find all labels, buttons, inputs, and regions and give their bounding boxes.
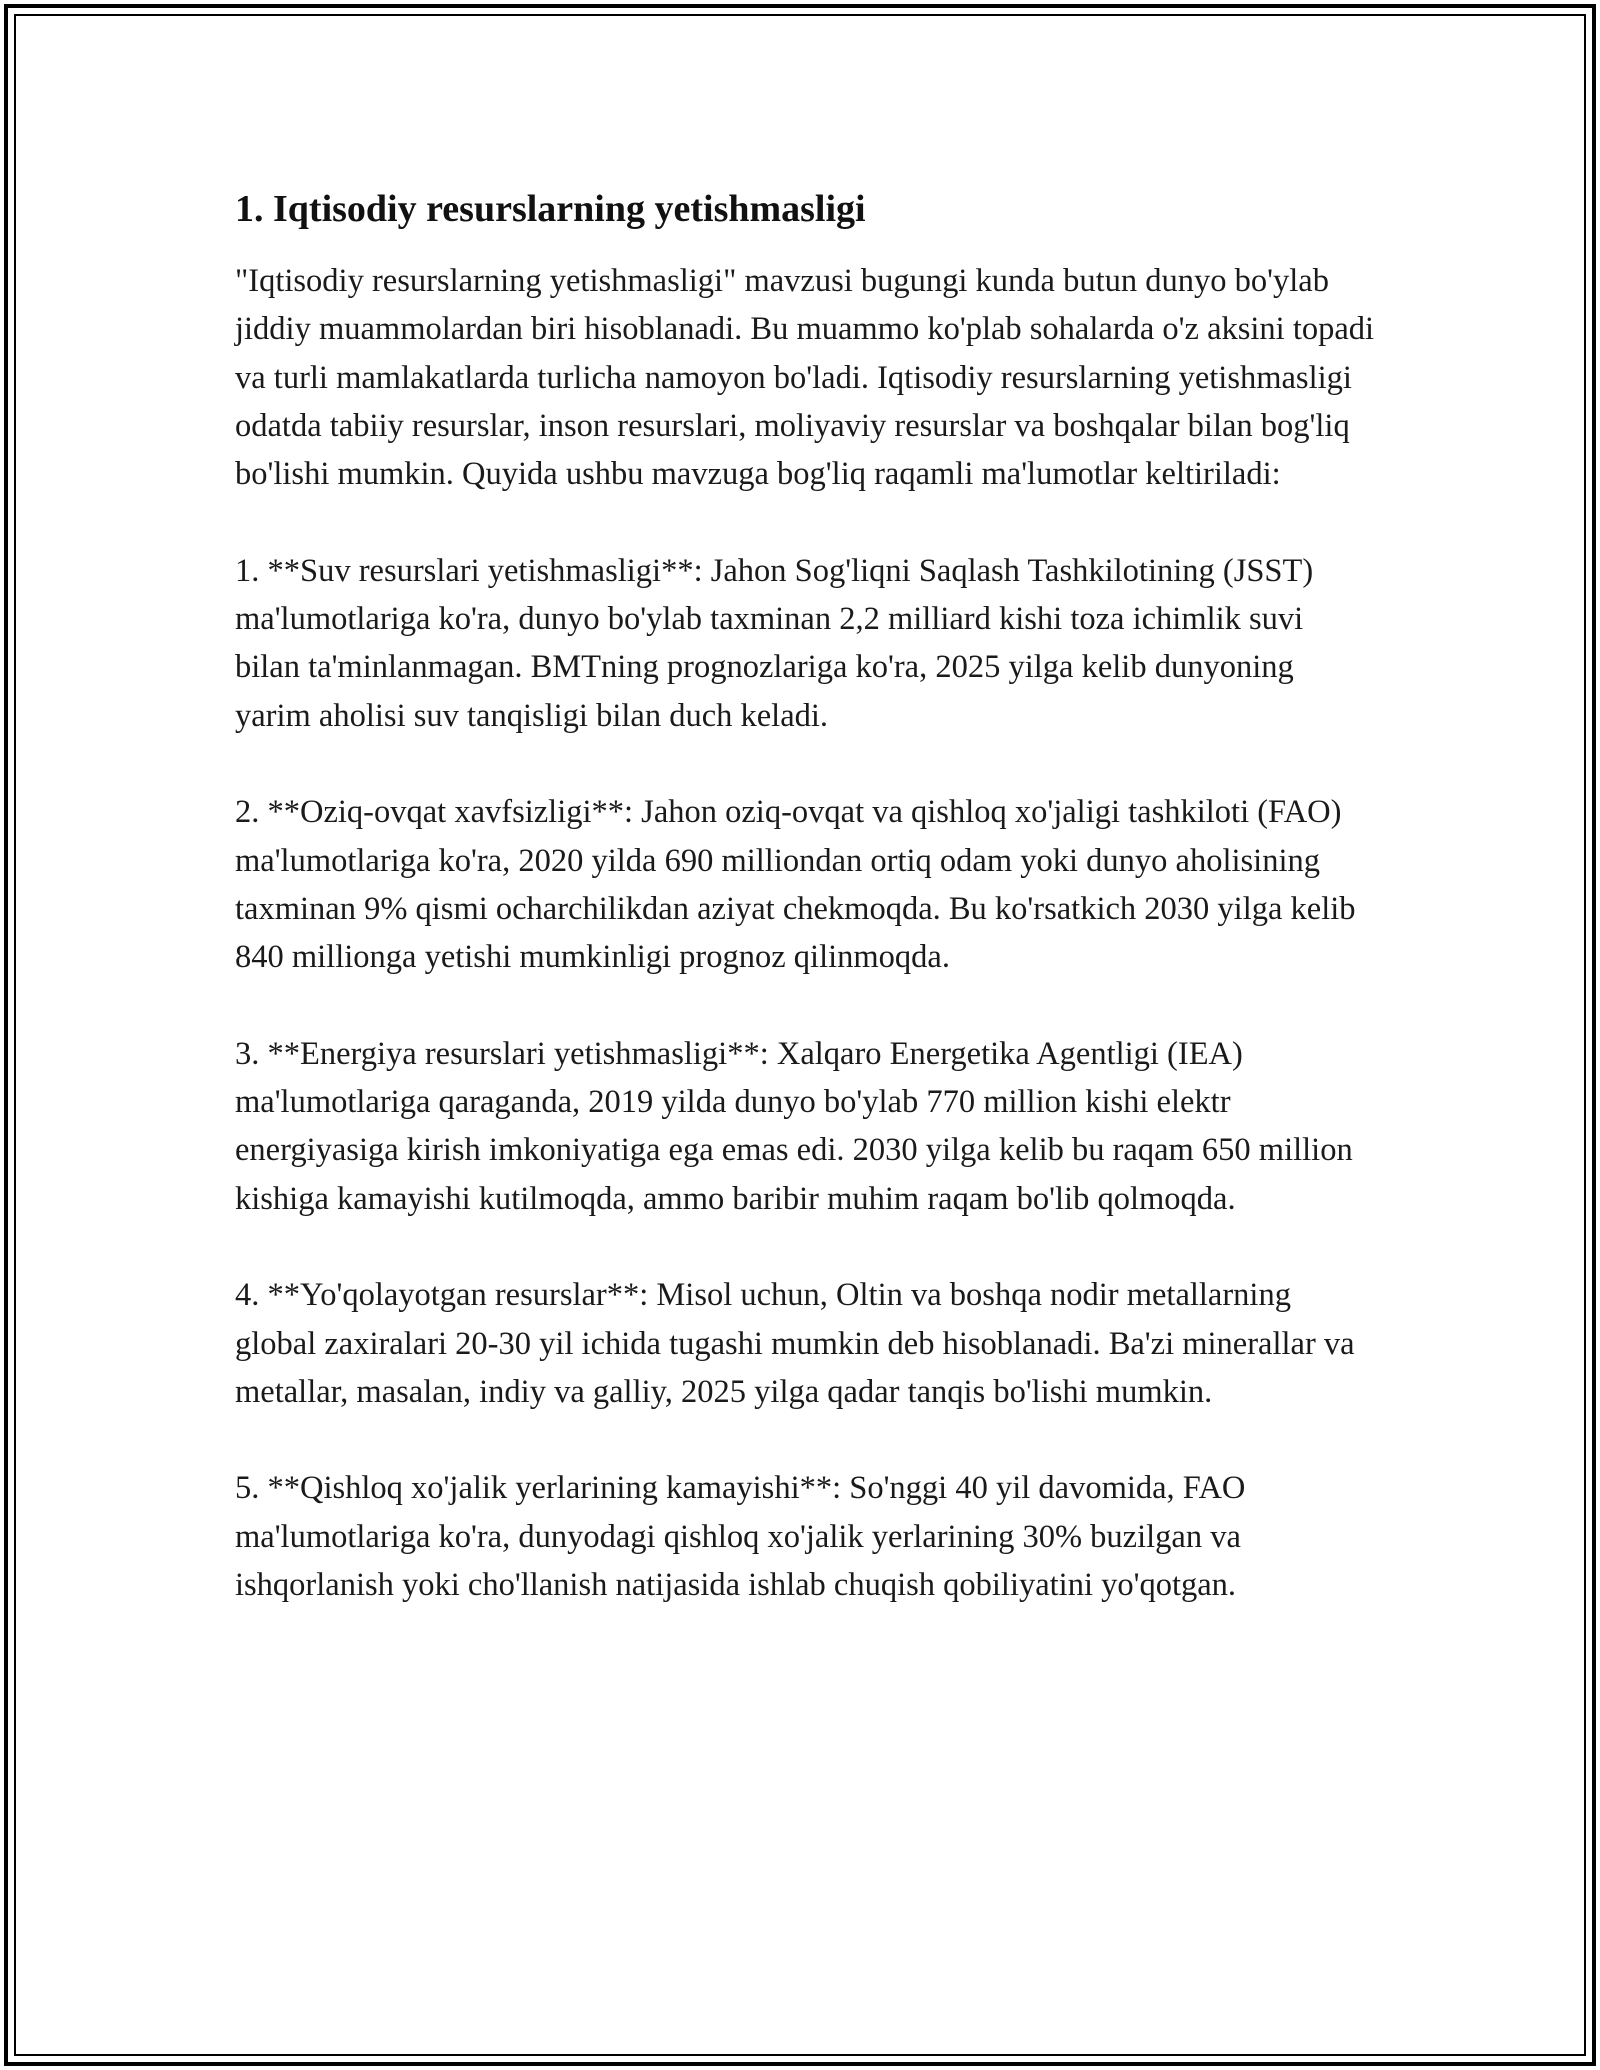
paragraph-energy-resources: 3. **Energiya resurslari yetishmasligi**: Xalqaro Energetika Agentligi (IEA) ma'lumotlariga qaraganda, 2019 yilda dunyo bo'ylab 770 million kishi elektr energiyasiga kirish imkoniyatiga ega emas edi. 2030 yilga kelib bu raqam 650 million kishiga kamayishi kutilmoqda, ammo baribir muhim raqam bo'lib qolmoqda. <box>235 1035 1353 1217</box>
paragraph-agricultural-land: 5. **Qishloq xo'jalik yerlarining kamayishi**: So'nggi 40 yil davomida, FAO ma'lumotlariga ko'ra, dunyodagi qishloq xo'jalik yerlarining 30% buzilgan va ishqorlanish yoki cho'llanish natijasida ishlab chuqish qobiliyatini yo'qotgan. <box>235 1470 1246 1604</box>
section-heading: 1. Iqtisodiy resurslarning yetishmasligi <box>235 188 866 230</box>
paragraph-water-resources: 1. **Suv resurslari yetishmasligi**: Jahon Sog'liqni Saqlash Tashkilotining (JSST) ma'lumotlariga ko'ra, dunyo bo'ylab taxminan 2,2 milliard kishi toza ichimlik suvi bilan ta'minlanmagan. BMTning prognozlariga ko'ra, 2025 yilga kelib dunyoning yarim aholisi suv tanqisligi bilan duch keladi. <box>235 552 1314 734</box>
document-body <box>235 185 1375 1658</box>
paragraph-depleting-resources: 4. **Yo'qolayotgan resurslar**: Misol uchun, Oltin va boshqa nodir metallarning global zaxiralari 20-30 yil ichida tugashi mumkin deb hisoblanadi. Ba'zi minerallar va metallar, masalan, indiy va galliy, 2025 yilga qadar tanqis bo'lishi mumkin. <box>235 1277 1355 1410</box>
intro-paragraph: "Iqtisodiy resurslarning yetishmasligi" mavzusi bugungi kunda butun dunyo bo'ylab jiddiy muammolardan biri hisoblanadi. Bu muammo ko'plab sohalarda o'z aksini topadi va turli mamlakatlarda turlicha namoyon bo'ladi. Iqtisodiy resurslarning yetishmasligi odatda tabiiy resurslar, inson resurslari, moliyaviy resurslar va boshqalar bilan bog'liq bo'lishi mumkin. Quyida ushbu mavzuga bog'liq raqamli ma'lumotlar keltiriladi: <box>235 263 1375 493</box>
paragraph-food-security: 2. **Oziq-ovqat xavfsizligi**: Jahon oziq-ovqat va qishloq xo'jaligi tashkiloti (FAO) ma'lumotlariga ko'ra, 2020 yilda 690 milliondan ortiq odam yoki dunyo aholisining taxminan 9% qismi ocharchilikdan aziyat chekmoqda. Bu ko'rsatkich 2030 yilga kelib 840 millionga yetishi mumkinligi prognoz qilinmoqda. <box>235 794 1356 976</box>
